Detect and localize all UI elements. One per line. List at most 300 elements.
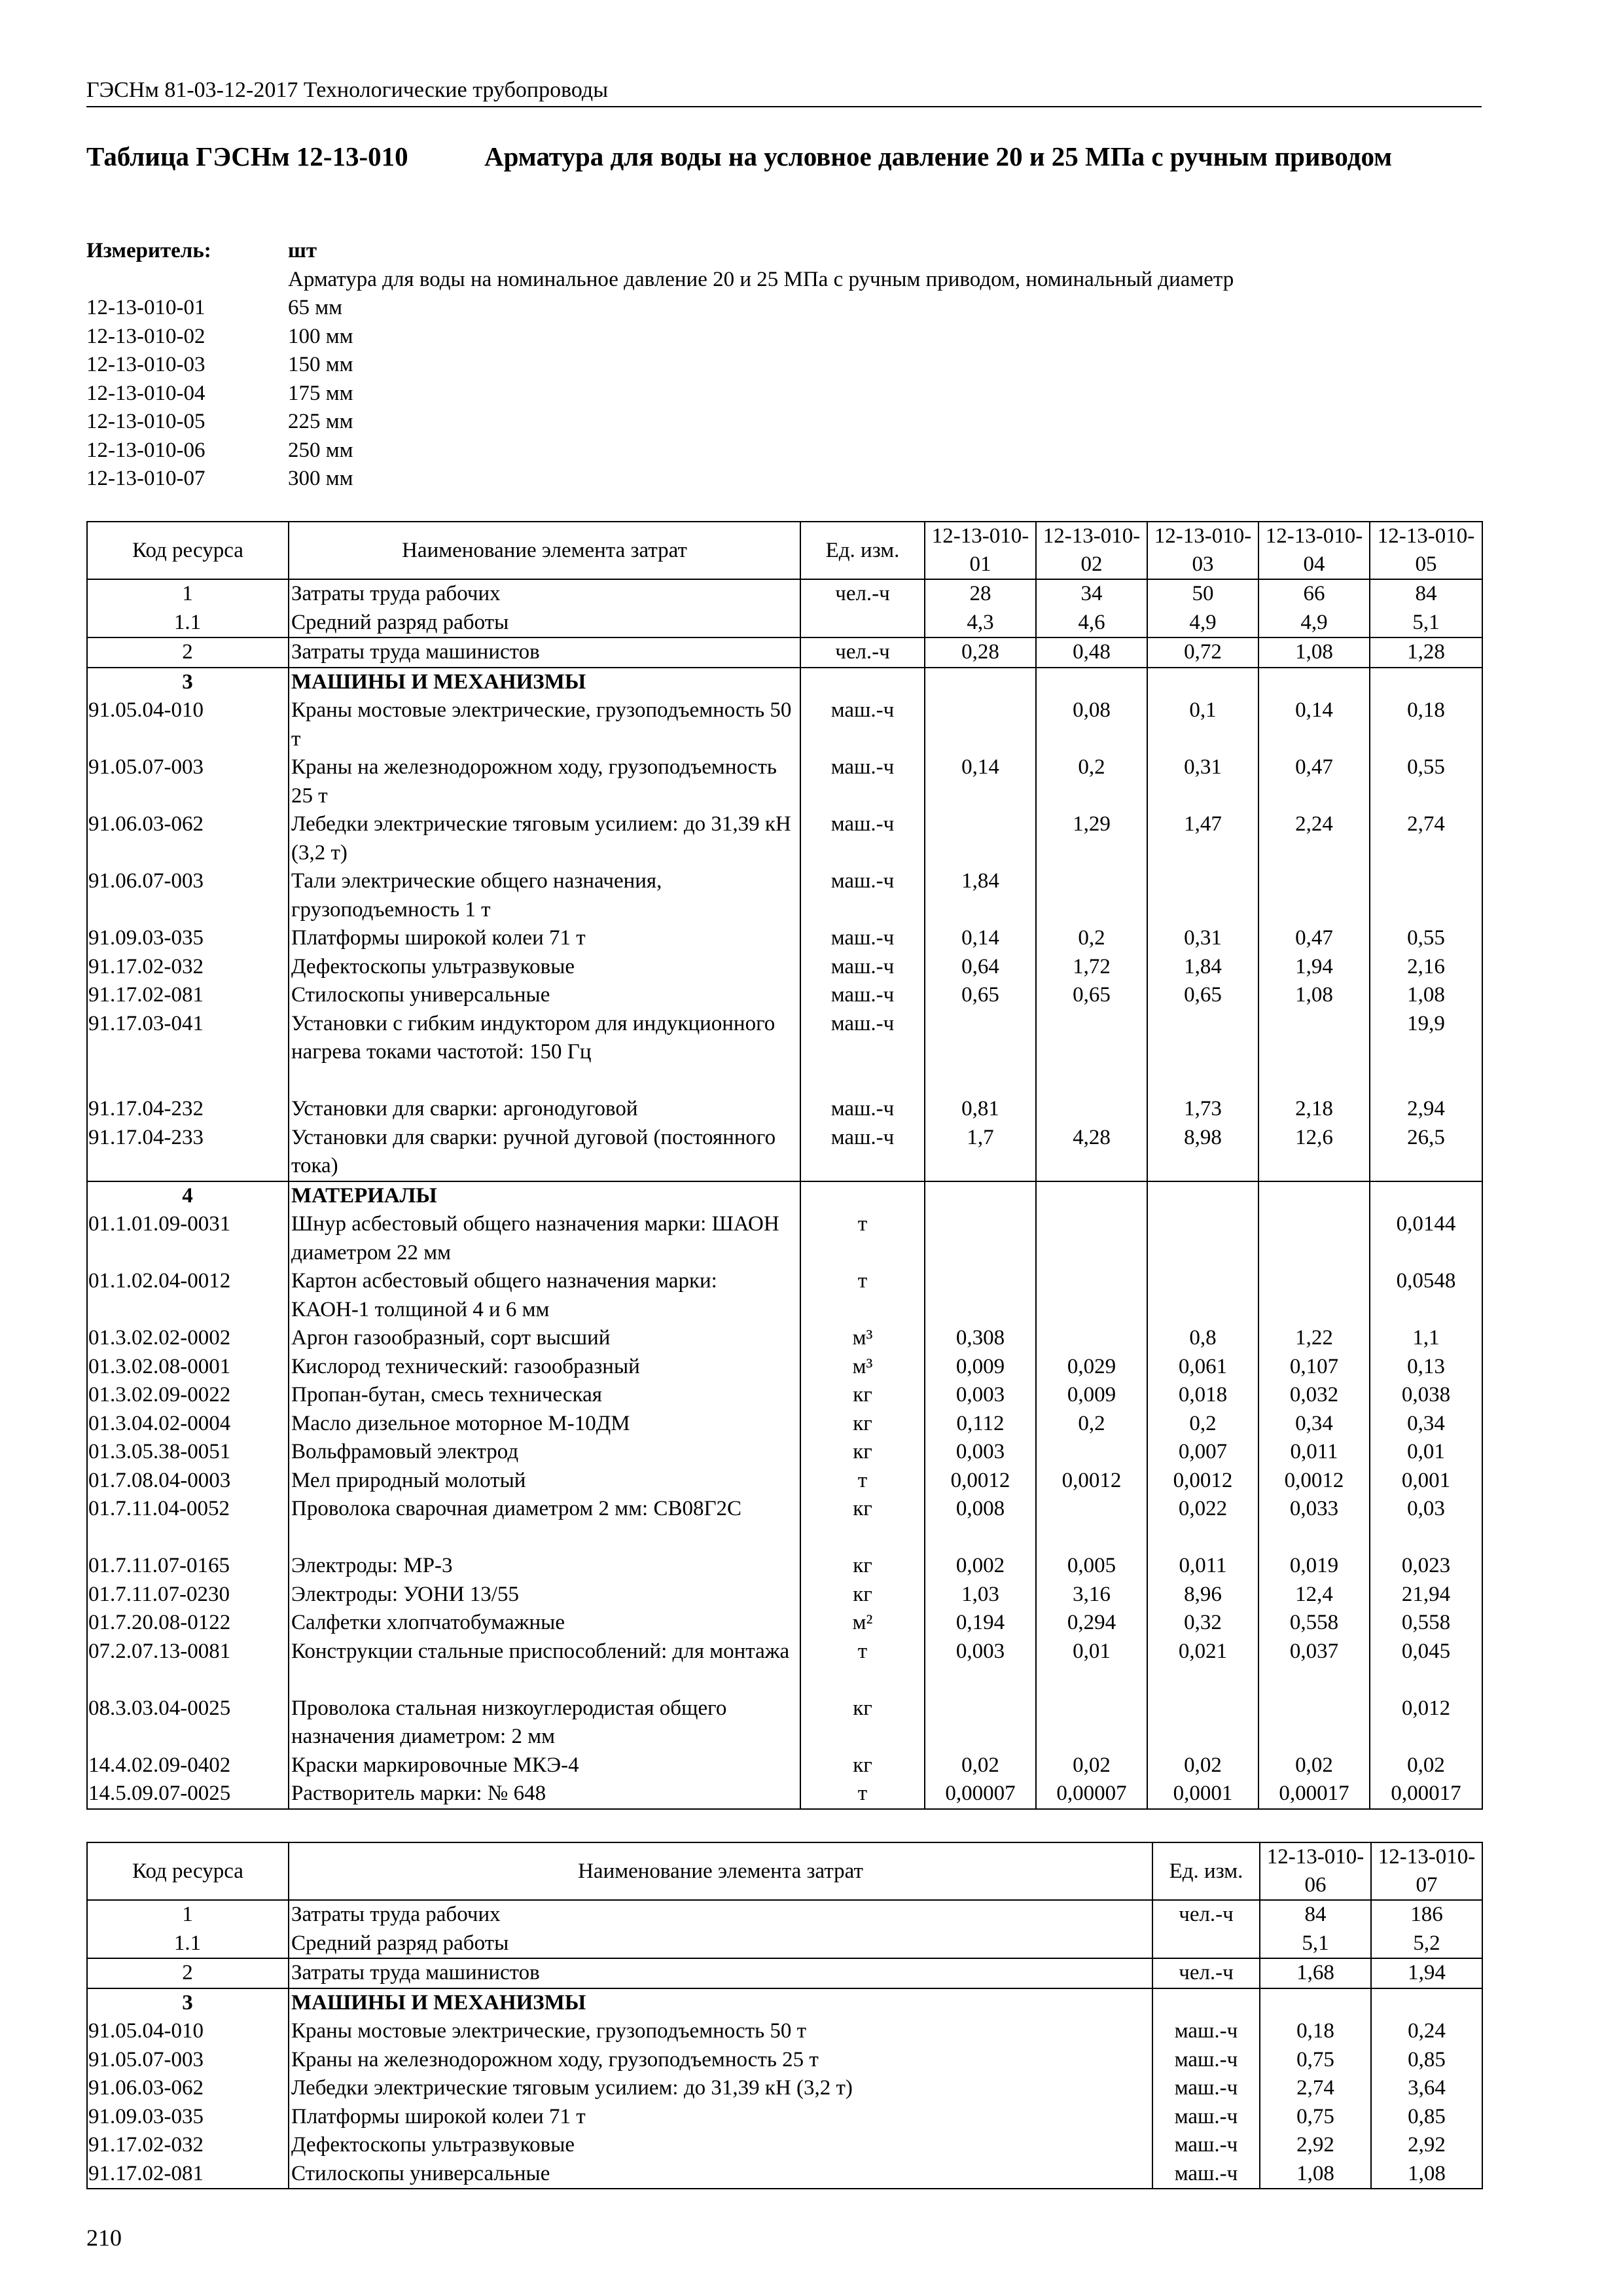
value-cell: 1,73 [1147, 1095, 1258, 1124]
value-cell: 0,47 [1258, 753, 1370, 810]
column-header: 12-13-010-06 [1260, 1842, 1371, 1900]
value-cell [1147, 1010, 1258, 1096]
unit-cell [800, 668, 925, 697]
value-cell: 50 [1147, 579, 1258, 609]
cost-element-name: Проволока стальная низкоуглеродистая общего назначения диаметром: 2 мм [289, 1695, 800, 1751]
value-cell [925, 1695, 1036, 1751]
value-cell: 0,48 [1036, 637, 1147, 668]
table-row [87, 2046, 1482, 2075]
value-cell: 0,02 [1370, 1751, 1482, 1780]
resource-code: 1 [87, 579, 289, 609]
cost-element-name: МАТЕРИАЛЫ [289, 1181, 800, 1211]
value-cell: 1,1 [1370, 1324, 1482, 1353]
resource-code: 08.3.03.04-0025 [87, 1695, 289, 1751]
resource-code: 91.17.02-081 [87, 981, 289, 1010]
cost-element-name: Краны на железнодорожном ходу, грузоподъемность 25 т [289, 753, 800, 810]
value-cell: 0,18 [1260, 2017, 1371, 2046]
value-cell [1370, 668, 1482, 697]
value-cell: 0,2 [1147, 1410, 1258, 1439]
value-cell: 0,001 [1370, 1467, 1482, 1496]
value-cell [1147, 1267, 1258, 1324]
value-cell: 1,29 [1036, 810, 1147, 867]
column-header: Наименование элемента затрат [289, 1842, 1152, 1900]
table-row [87, 696, 1482, 753]
meter-item-diameter: 65 мм [288, 296, 343, 319]
unit-cell: чел.-ч [1152, 1900, 1260, 1929]
page-number: 210 [86, 2225, 122, 2251]
value-cell: 1,22 [1258, 1324, 1370, 1353]
table-row [87, 1958, 1482, 1988]
value-cell: 0,24 [1371, 2017, 1482, 2046]
value-cell: 0,061 [1147, 1353, 1258, 1382]
column-header: 12-13-010-01 [925, 522, 1036, 579]
resource-code: 91.17.02-032 [87, 2131, 289, 2160]
meter-label: Измеритель: [86, 239, 211, 262]
value-cell: 0,294 [1036, 1609, 1147, 1638]
table-row [87, 1638, 1482, 1695]
meter-item-code: 12-13-010-01 [86, 296, 205, 319]
cost-element-name: Масло дизельное моторное М-10ДМ [289, 1410, 800, 1439]
value-cell: 5,1 [1370, 609, 1482, 638]
value-cell [1147, 668, 1258, 697]
value-cell: 5,2 [1371, 1929, 1482, 1959]
resource-code: 01.7.11.04-0052 [87, 1495, 289, 1552]
unit-cell: маш.-ч [800, 924, 925, 953]
resource-code: 01.7.11.07-0165 [87, 1552, 289, 1581]
cost-element-name: Пропан-бутан, смесь техническая [289, 1381, 800, 1410]
value-cell: 0,011 [1147, 1552, 1258, 1581]
meter-item-code: 12-13-010-02 [86, 324, 205, 348]
unit-cell [800, 1181, 925, 1211]
value-cell: 26,5 [1370, 1124, 1482, 1181]
value-cell: 0,112 [925, 1410, 1036, 1439]
value-cell [1036, 1695, 1147, 1751]
table-row [87, 1210, 1482, 1267]
resource-code: 91.05.07-003 [87, 2046, 289, 2075]
resource-code: 91.05.04-010 [87, 2017, 289, 2046]
value-cell: 0,003 [925, 1381, 1036, 1410]
value-cell: 186 [1371, 1900, 1482, 1929]
value-cell: 4,9 [1258, 609, 1370, 638]
resource-code: 91.06.03-062 [87, 2074, 289, 2103]
value-cell: 0,55 [1370, 753, 1482, 810]
value-cell: 0,003 [925, 1438, 1036, 1467]
value-cell: 0,03 [1370, 1495, 1482, 1552]
resource-code: 91.06.07-003 [87, 867, 289, 924]
value-cell: 1,08 [1258, 981, 1370, 1010]
unit-cell: т [800, 1210, 925, 1267]
unit-cell [800, 609, 925, 638]
unit-cell: чел.-ч [800, 579, 925, 609]
value-cell: 0,85 [1371, 2046, 1482, 2075]
table-row [87, 2017, 1482, 2046]
meter-item [86, 351, 1482, 380]
value-cell: 2,74 [1370, 810, 1482, 867]
resource-code: 01.7.11.07-0230 [87, 1581, 289, 1609]
cost-element-name: Лебедки электрические тяговым усилием: до 31,39 кН (3,2 т) [289, 810, 800, 867]
unit-cell: маш.-ч [800, 696, 925, 753]
value-cell: 0,009 [1036, 1381, 1147, 1410]
value-cell: 0,012 [1370, 1695, 1482, 1751]
value-cell: 2,24 [1258, 810, 1370, 867]
table-row [87, 1010, 1482, 1096]
unit-cell: маш.-ч [800, 867, 925, 924]
value-cell [1036, 1210, 1147, 1267]
value-cell: 0,14 [1258, 696, 1370, 753]
value-cell: 0,14 [925, 924, 1036, 953]
resource-code: 01.3.02.09-0022 [87, 1381, 289, 1410]
resource-code: 07.2.07.13-0081 [87, 1638, 289, 1695]
value-cell: 4,6 [1036, 609, 1147, 638]
meter-item [86, 408, 1482, 437]
resource-code: 3 [87, 1988, 289, 2018]
resource-code: 91.17.03-041 [87, 1010, 289, 1096]
value-cell: 0,34 [1258, 1410, 1370, 1439]
resource-code: 1.1 [87, 609, 289, 638]
cost-table-2 [86, 1842, 1483, 2189]
value-cell: 1,84 [925, 867, 1036, 924]
cost-element-name: Средний разряд работы [289, 609, 800, 638]
unit-cell: маш.-ч [800, 1124, 925, 1181]
table-row [87, 1353, 1482, 1382]
cost-element-name: Краны мостовые электрические, грузоподъемность 50 т [289, 696, 800, 753]
value-cell: 0,0012 [1147, 1467, 1258, 1496]
table-row [87, 1095, 1482, 1124]
unit-cell [1152, 1929, 1260, 1959]
value-cell: 12,4 [1258, 1581, 1370, 1609]
value-cell: 0,00017 [1258, 1780, 1370, 1809]
column-header: 12-13-010-02 [1036, 522, 1147, 579]
column-header: Код ресурса [87, 522, 289, 579]
resource-code: 01.3.04.02-0004 [87, 1410, 289, 1439]
resource-code: 2 [87, 637, 289, 668]
value-cell: 1,68 [1260, 1958, 1371, 1988]
column-header: 12-13-010-07 [1371, 1842, 1482, 1900]
unit-cell: маш.-ч [1152, 2017, 1260, 2046]
value-cell [1258, 1210, 1370, 1267]
value-cell [925, 668, 1036, 697]
value-cell [1258, 668, 1370, 697]
value-cell [925, 696, 1036, 753]
value-cell: 1,08 [1260, 2160, 1371, 2189]
value-cell [1370, 1181, 1482, 1211]
value-cell: 12,6 [1258, 1124, 1370, 1181]
cost-element-name: Установки для сварки: ручной дуговой (постоянного тока) [289, 1124, 800, 1181]
value-cell: 0,28 [925, 637, 1036, 668]
value-cell: 0,009 [925, 1353, 1036, 1382]
meter-item [86, 294, 1482, 323]
value-cell: 0,00017 [1370, 1780, 1482, 1809]
unit-cell: маш.-ч [800, 753, 925, 810]
resource-code: 01.7.20.08-0122 [87, 1609, 289, 1638]
table-row [87, 2074, 1482, 2103]
value-cell: 0,0012 [925, 1467, 1036, 1496]
cost-element-name: Дефектоскопы ультразвуковые [289, 2131, 1152, 2160]
value-cell [1036, 1267, 1147, 1324]
value-cell: 0,00007 [1036, 1780, 1147, 1809]
value-cell: 0,011 [1258, 1438, 1370, 1467]
value-cell [925, 1010, 1036, 1096]
table-row [87, 1495, 1482, 1552]
unit-cell: т [800, 1638, 925, 1695]
table-row [87, 1267, 1482, 1324]
cost-element-name: Аргон газообразный, сорт высший [289, 1324, 800, 1353]
meter-description: Арматура для воды на номинальное давление 20 и 25 МПа с ручным приводом, номинальный диаметр [288, 267, 1234, 291]
value-cell: 8,98 [1147, 1124, 1258, 1181]
cost-element-name: Проволока сварочная диаметром 2 мм: СВ08Г2С [289, 1495, 800, 1552]
table-row [87, 1124, 1482, 1181]
cost-element-name: Затраты труда рабочих [289, 579, 800, 609]
cost-element-name: Краны на железнодорожном ходу, грузоподъемность 25 т [289, 2046, 1152, 2075]
unit-cell: кг [800, 1695, 925, 1751]
meter-item-code: 12-13-010-05 [86, 410, 205, 433]
value-cell [1371, 1988, 1482, 2018]
value-cell: 0,34 [1370, 1410, 1482, 1439]
value-cell: 0,2 [1036, 924, 1147, 953]
value-cell [1036, 1010, 1147, 1096]
table-row [87, 1381, 1482, 1410]
value-cell: 0,022 [1147, 1495, 1258, 1552]
cost-element-name: Установки с гибким индуктором для индукционного нагрева токами частотой: 150 Гц [289, 1010, 800, 1096]
unit-cell: чел.-ч [800, 637, 925, 668]
value-cell: 0,0001 [1147, 1780, 1258, 1809]
value-cell [1258, 867, 1370, 924]
value-cell: 0,02 [1147, 1751, 1258, 1780]
cost-element-name: Краны мостовые электрические, грузоподъемность 50 т [289, 2017, 1152, 2046]
cost-element-name: Вольфрамовый электрод [289, 1438, 800, 1467]
value-cell: 0,64 [925, 953, 1036, 982]
unit-cell: кг [800, 1381, 925, 1410]
value-cell: 0,033 [1258, 1495, 1370, 1552]
value-cell: 0,0012 [1258, 1467, 1370, 1496]
cost-element-name: Электроды: УОНИ 13/55 [289, 1581, 800, 1609]
value-cell [925, 1267, 1036, 1324]
unit-cell: кг [800, 1438, 925, 1467]
cost-element-name: МАШИНЫ И МЕХАНИЗМЫ [289, 668, 800, 697]
value-cell: 0,2 [1036, 753, 1147, 810]
cost-element-name: Конструкции стальные приспособлений: для монтажа [289, 1638, 800, 1695]
unit-cell: кг [800, 1495, 925, 1552]
table-row [87, 1900, 1482, 1929]
table-row [87, 924, 1482, 953]
unit-cell [1152, 1988, 1260, 2018]
resource-code: 91.06.03-062 [87, 810, 289, 867]
unit-cell: т [800, 1467, 925, 1496]
cost-element-name: Салфетки хлопчатобумажные [289, 1609, 800, 1638]
table-row [87, 1438, 1482, 1467]
unit-cell: маш.-ч [800, 1095, 925, 1124]
value-cell: 0,14 [925, 753, 1036, 810]
value-cell [1260, 1988, 1371, 2018]
table-row [87, 2160, 1482, 2189]
value-cell: 1,72 [1036, 953, 1147, 982]
value-cell [1147, 867, 1258, 924]
unit-cell: м³ [800, 1324, 925, 1353]
value-cell: 0,02 [925, 1751, 1036, 1780]
table-row [87, 1467, 1482, 1496]
value-cell: 1,94 [1258, 953, 1370, 982]
column-header: Ед. изм. [800, 522, 925, 579]
value-cell: 1,03 [925, 1581, 1036, 1609]
unit-cell: кг [800, 1552, 925, 1581]
value-cell: 3,64 [1371, 2074, 1482, 2103]
meter-item-diameter: 150 мм [288, 353, 353, 376]
cost-element-name: Растворитель марки: № 648 [289, 1780, 800, 1809]
resource-code: 91.09.03-035 [87, 2103, 289, 2132]
value-cell: 0,13 [1370, 1353, 1482, 1382]
value-cell: 0,558 [1258, 1609, 1370, 1638]
value-cell: 84 [1370, 579, 1482, 609]
cost-element-name: Шнур асбестовый общего назначения марки: ШАОН диаметром 22 мм [289, 1210, 800, 1267]
table-row [87, 1181, 1482, 1211]
running-header: ГЭСНм 81-03-12-2017 Технологические трубопроводы [86, 77, 1482, 107]
unit-cell: кг [800, 1581, 925, 1609]
table-row [87, 668, 1482, 697]
table-row [87, 810, 1482, 867]
value-cell: 1,08 [1258, 637, 1370, 668]
value-cell [1147, 1210, 1258, 1267]
value-cell [1147, 1695, 1258, 1751]
cost-element-name: Затраты труда машинистов [289, 637, 800, 668]
value-cell [1258, 1267, 1370, 1324]
value-cell: 2,92 [1260, 2131, 1371, 2160]
value-cell: 0,007 [1147, 1438, 1258, 1467]
value-cell: 0,002 [925, 1552, 1036, 1581]
table-row [87, 953, 1482, 982]
meter-item-code: 12-13-010-04 [86, 381, 205, 405]
value-cell [1147, 1181, 1258, 1211]
meter-item-code: 12-13-010-06 [86, 438, 205, 462]
cost-element-name: МАШИНЫ И МЕХАНИЗМЫ [289, 1988, 1152, 2018]
table-row [87, 2131, 1482, 2160]
value-cell [925, 810, 1036, 867]
value-cell: 2,18 [1258, 1095, 1370, 1124]
value-cell: 0,47 [1258, 924, 1370, 953]
value-cell [1036, 1095, 1147, 1124]
cost-element-name: Затраты труда рабочих [289, 1900, 1152, 1929]
table-row [87, 1751, 1482, 1780]
value-cell: 1,08 [1371, 2160, 1482, 2189]
value-cell [925, 1181, 1036, 1211]
value-cell: 0,0548 [1370, 1267, 1482, 1324]
cost-table-1 [86, 521, 1483, 1810]
table-row [87, 1929, 1482, 1959]
value-cell: 0,194 [925, 1609, 1036, 1638]
value-cell: 1,84 [1147, 953, 1258, 982]
table-row [87, 579, 1482, 609]
value-cell [1036, 867, 1147, 924]
resource-code: 91.05.04-010 [87, 696, 289, 753]
value-cell: 0,107 [1258, 1353, 1370, 1382]
value-cell: 0,31 [1147, 924, 1258, 953]
unit-cell: маш.-ч [1152, 2131, 1260, 2160]
value-cell: 28 [925, 579, 1036, 609]
value-cell: 0,55 [1370, 924, 1482, 953]
value-cell [925, 1210, 1036, 1267]
meter-item-diameter: 175 мм [288, 381, 353, 405]
value-cell: 0,75 [1260, 2103, 1371, 2132]
unit-cell: маш.-ч [800, 1010, 925, 1096]
meter-item [86, 323, 1482, 351]
resource-code: 3 [87, 668, 289, 697]
unit-cell: маш.-ч [800, 981, 925, 1010]
value-cell: 0,02 [1258, 1751, 1370, 1780]
value-cell: 0,75 [1260, 2046, 1371, 2075]
value-cell: 5,1 [1260, 1929, 1371, 1959]
meter-item-code: 12-13-010-03 [86, 353, 205, 376]
table-row [87, 2103, 1482, 2132]
resource-code: 91.09.03-035 [87, 924, 289, 953]
value-cell: 21,94 [1370, 1581, 1482, 1609]
cost-element-name: Стилоскопы универсальные [289, 2160, 1152, 2189]
value-cell: 0,008 [925, 1495, 1036, 1552]
column-header: 12-13-010-05 [1370, 522, 1482, 579]
value-cell: 0,65 [925, 981, 1036, 1010]
value-cell: 1,08 [1370, 981, 1482, 1010]
unit-cell: маш.-ч [1152, 2046, 1260, 2075]
meter-item [86, 437, 1482, 465]
value-cell: 2,16 [1370, 953, 1482, 982]
meter-item [86, 465, 1482, 493]
value-cell: 0,01 [1036, 1638, 1147, 1695]
value-cell [1258, 1181, 1370, 1211]
meter-value: шт [288, 239, 317, 262]
table-row [87, 867, 1482, 924]
value-cell: 0,31 [1147, 753, 1258, 810]
resource-code: 1.1 [87, 1929, 289, 1959]
resource-code: 91.05.07-003 [87, 753, 289, 810]
resource-code: 14.5.09.07-0025 [87, 1780, 289, 1809]
value-cell: 0,003 [925, 1638, 1036, 1695]
cost-element-name: Платформы широкой колеи 71 т [289, 924, 800, 953]
resource-code: 2 [87, 1958, 289, 1988]
value-cell: 3,16 [1036, 1581, 1147, 1609]
meter-item-diameter: 250 мм [288, 438, 353, 462]
value-cell: 0,021 [1147, 1638, 1258, 1695]
resource-code: 14.4.02.09-0402 [87, 1751, 289, 1780]
value-cell [1036, 1495, 1147, 1552]
unit-cell: маш.-ч [800, 810, 925, 867]
cost-element-name: Мел природный молотый [289, 1467, 800, 1496]
table-row [87, 981, 1482, 1010]
table-row [87, 1552, 1482, 1581]
meter-item-diameter: 100 мм [288, 324, 353, 348]
resource-code: 91.17.02-081 [87, 2160, 289, 2189]
value-cell: 0,029 [1036, 1353, 1147, 1382]
value-cell: 0,72 [1147, 637, 1258, 668]
value-cell: 2,74 [1260, 2074, 1371, 2103]
value-cell [1036, 1181, 1147, 1211]
meter-item-diameter: 225 мм [288, 410, 353, 433]
value-cell: 34 [1036, 579, 1147, 609]
value-cell: 8,96 [1147, 1581, 1258, 1609]
column-header: 12-13-010-04 [1258, 522, 1370, 579]
table-row [87, 1609, 1482, 1638]
cost-element-name: Затраты труда машинистов [289, 1958, 1152, 1988]
value-cell: 0,037 [1258, 1638, 1370, 1695]
resource-code: 01.1.01.09-0031 [87, 1210, 289, 1267]
table-row [87, 609, 1482, 638]
resource-code: 91.17.02-032 [87, 953, 289, 982]
value-cell: 4,3 [925, 609, 1036, 638]
table-row [87, 753, 1482, 810]
value-cell: 4,28 [1036, 1124, 1147, 1181]
value-cell [1258, 1010, 1370, 1096]
value-cell: 0,308 [925, 1324, 1036, 1353]
unit-cell: маш.-ч [1152, 2074, 1260, 2103]
value-cell: 0,038 [1370, 1381, 1482, 1410]
value-cell: 0,558 [1370, 1609, 1482, 1638]
